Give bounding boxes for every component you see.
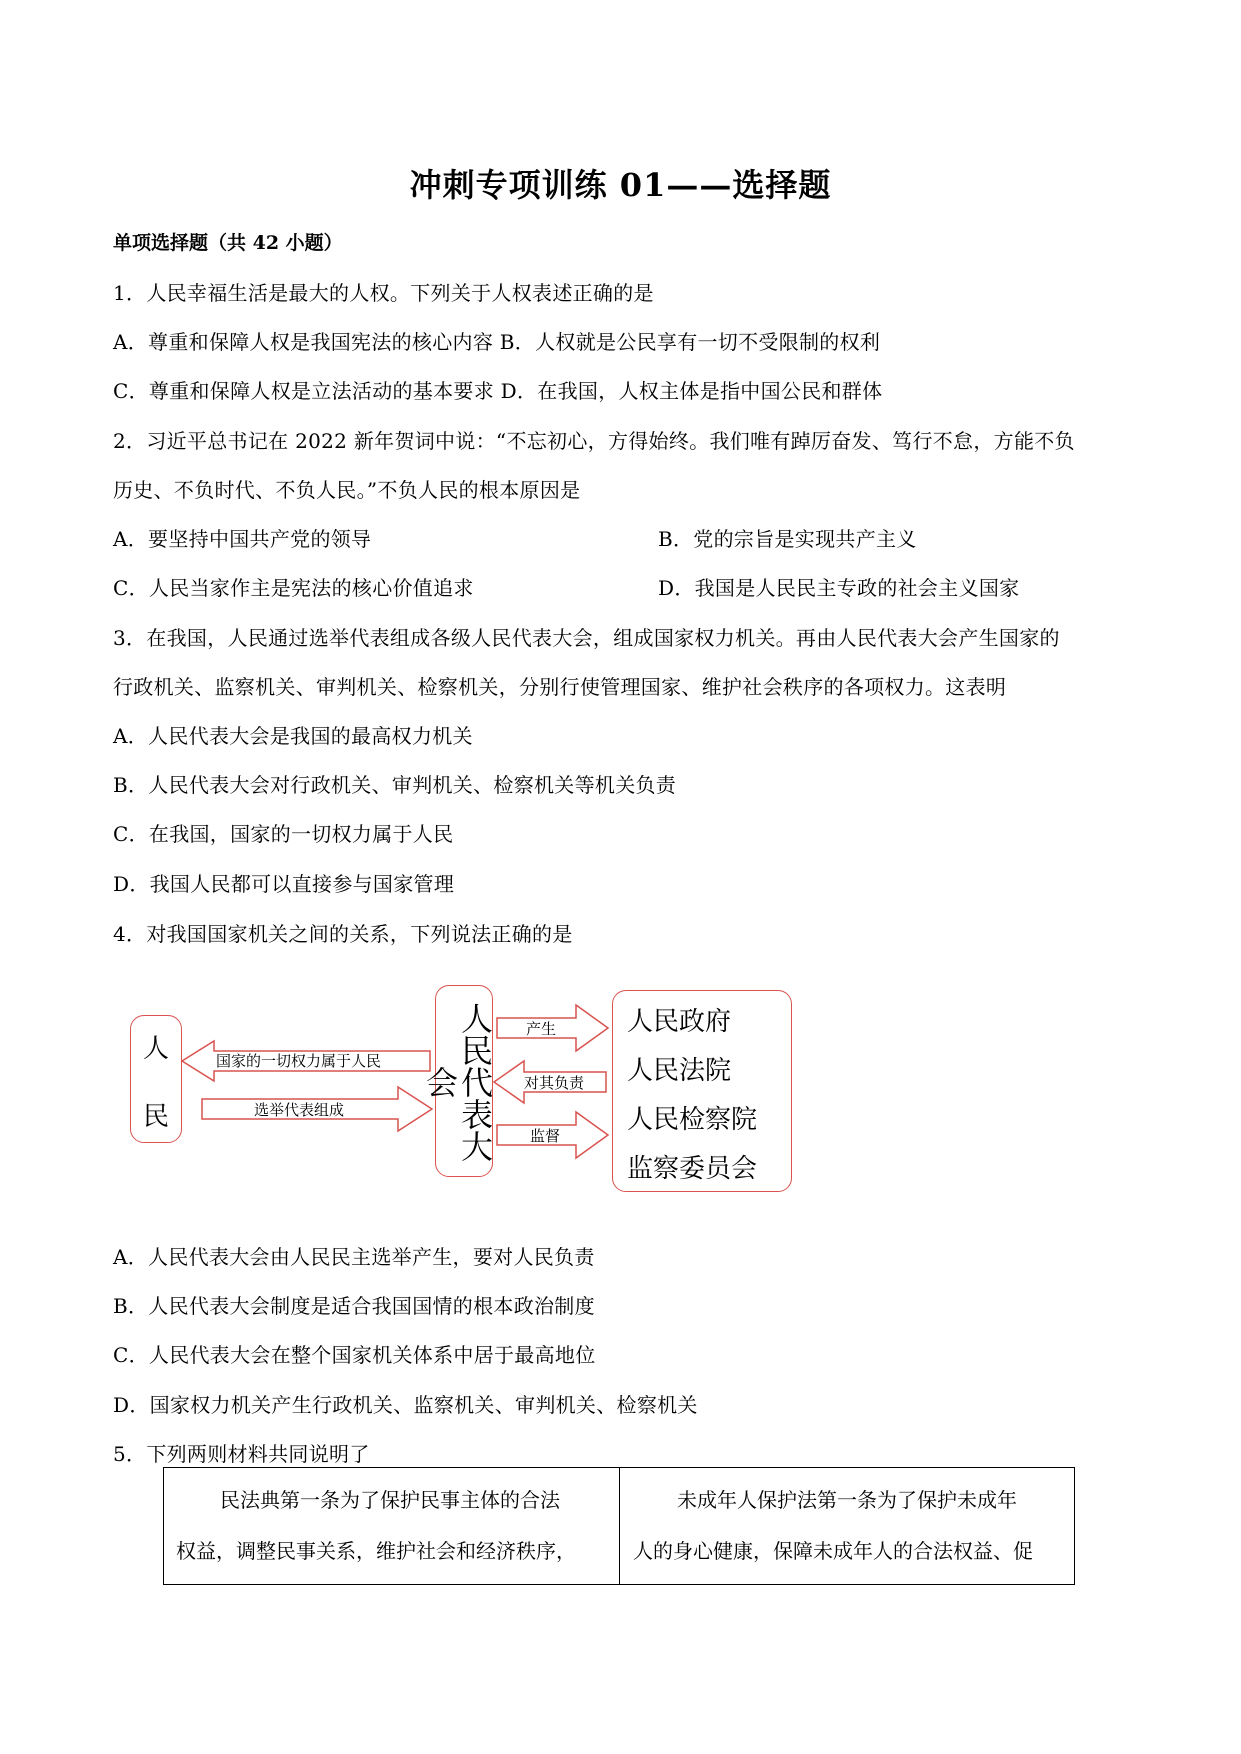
question-3-option-d: D．我国人民都可以直接参与国家管理 [113, 872, 455, 896]
question-2-option-b: B．党的宗旨是实现共产主义 [658, 527, 917, 551]
question-3-stem-line1: 3．在我国，人民通过选举代表组成各级人民代表大会，组成国家权力机关。再由人民代表大会产生国家的 [113, 626, 1060, 650]
question-2-option-d: D．我国是人民民主专政的社会主义国家 [658, 576, 1020, 600]
page-title: 冲刺专项训练 01——选择题 [409, 166, 832, 204]
question-3-option-a: A．人民代表大会是我国的最高权力机关 [113, 724, 473, 748]
organ-court: 人民法院 [627, 1056, 732, 1086]
people-char-1: 人 [142, 1034, 169, 1064]
question-2-options-cd [113, 572, 1020, 601]
organ-supervisory-commission: 监察委员会 [627, 1154, 758, 1184]
question-4-stem: 4．对我国国家机关之间的关系，下列说法正确的是 [113, 922, 573, 946]
organ-procuratorate: 人民检察院 [627, 1105, 758, 1135]
question-4-option-d: D．国家权力机关产生行政机关、监察机关、审判机关、检察机关 [113, 1393, 698, 1417]
question-3-option-c: C．在我国，国家的一切权力属于人民 [113, 822, 454, 846]
question-2-option-c: C．人民当家作主是宪法的核心价值追求 [113, 576, 474, 600]
organ-government: 人民政府 [627, 1007, 732, 1037]
state-organs-diagram [126, 985, 806, 1205]
arrow-power-label: 国家的一切权力属于人民 [216, 1052, 382, 1070]
section-heading: 单项选择题（共 42 小题） [113, 232, 343, 254]
people-char-2: 民 [142, 1102, 169, 1132]
state-organs-box [612, 990, 792, 1192]
material-right-cell [621, 1468, 1074, 1584]
question-1-stem: 1．人民幸福生活是最大的人权。下列关于人权表述正确的是 [113, 281, 654, 305]
arrow-supervise-label: 监督 [530, 1127, 561, 1145]
arrow-elect-label: 选举代表组成 [254, 1101, 345, 1119]
npc-label: 人民代表大会 [421, 1002, 494, 1162]
question-1-options-cd: C．尊重和保障人权是立法活动的基本要求 D．在我国，人权主体是指中国公民和群体 [113, 379, 883, 403]
arrow-responsible-label: 对其负责 [524, 1074, 585, 1092]
materials-table [163, 1467, 1075, 1585]
question-4-option-c: C．人民代表大会在整个国家机关体系中居于最高地位 [113, 1343, 596, 1367]
question-2-options-ab [113, 523, 917, 552]
question-3-stem-line2: 行政机关、监察机关、审判机关、检察机关，分别行使管理国家、维护社会秩序的各项权力。这表明 [113, 675, 1007, 699]
question-3-option-b: B．人民代表大会对行政机关、审判机关、检察机关等机关负责 [113, 773, 677, 797]
arrow-produce-label: 产生 [526, 1020, 557, 1038]
material-left-line1: 民法典第一条为了保护民事主体的合法 [220, 1488, 560, 1512]
npc-box [421, 985, 494, 1177]
question-2-stem-line2: 历史、不负时代、不负人民。”不负人民的根本原因是 [113, 478, 581, 502]
material-right-line2: 人的身心健康，保障未成年人的合法权益、促 [633, 1539, 1033, 1563]
question-2-option-a: A．要坚持中国共产党的领导 [113, 527, 372, 551]
material-left-line2: 权益，调整民事关系，维护社会和经济秩序， [176, 1539, 576, 1563]
question-2-stem-line1: 2．习近平总书记在 2022 新年贺词中说：“不忘初心，方得始终。我们唯有踔厉奋发、笃行不怠，方能不负 [113, 429, 1075, 453]
question-1-options-ab: A．尊重和保障人权是我国宪法的核心内容 B．人权就是公民享有一切不受限制的权利 [113, 330, 881, 354]
question-4-option-b: B．人民代表大会制度是适合我国国情的根本政治制度 [113, 1294, 595, 1318]
material-right-line1: 未成年人保护法第一条为了保护未成年 [677, 1488, 1017, 1512]
question-5-stem: 5．下列两则材料共同说明了 [113, 1442, 370, 1466]
question-4-option-a: A．人民代表大会由人民民主选举产生，要对人民负责 [113, 1245, 595, 1269]
material-left-cell [164, 1468, 620, 1584]
